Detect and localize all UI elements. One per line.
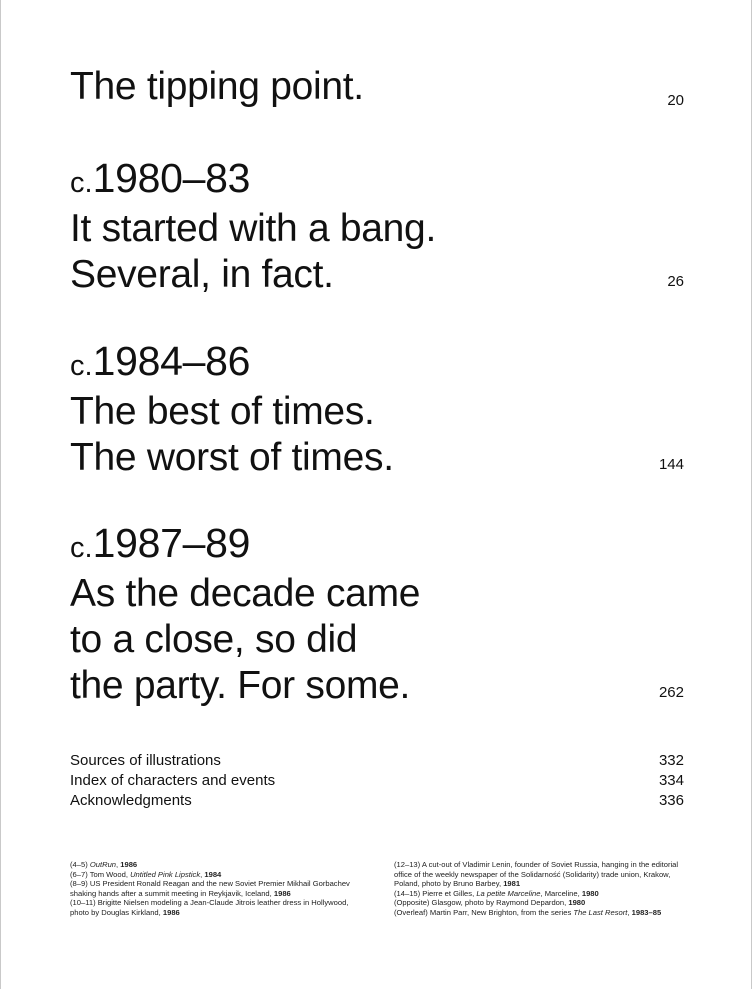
toc-entry-title <box>70 64 684 110</box>
caption-line: Poland, photo by Bruno Barbey, 1981 <box>394 879 521 888</box>
backmatter-list <box>70 751 684 811</box>
page-edge <box>0 0 1 989</box>
caption-line: (Overleaf) Martin Parr, New Brighton, from the series The Last Resort, 1983–85 <box>394 907 662 917</box>
toc-entry-1984-86 <box>70 338 684 480</box>
backmatter-page: 336 <box>658 792 684 809</box>
caption-line: (4–5) OutRun, 1986 <box>70 860 138 869</box>
caption-line: (10–11) Brigitte Nielsen modeling a Jean-Claude Jitrois leather dress in Hollywood, <box>70 898 349 907</box>
title-line: The tipping point. <box>70 65 364 108</box>
backmatter-label: Index of characters and events <box>70 772 276 789</box>
caption-line: (14–15) Pierre et Gilles, La petite Marceline, Marceline, 1980 <box>394 888 599 898</box>
period-heading <box>70 520 684 571</box>
picture-captions <box>70 860 684 917</box>
title-line: As the decade came <box>70 572 421 615</box>
circa-prefix: c. <box>70 532 93 564</box>
caption-line: (Opposite) Glasgow, photo by Raymond Depardon, 1980 <box>394 898 586 907</box>
toc-entry-1987-89 <box>70 520 684 708</box>
backmatter-label: Sources of illustrations <box>70 752 221 769</box>
backmatter-label: Acknowledgments <box>70 792 192 809</box>
circa-prefix: c. <box>70 350 93 382</box>
backmatter-item <box>70 791 684 811</box>
title-line: It started with a bang. <box>70 207 436 250</box>
page-number: 20 <box>667 92 684 109</box>
toc-entry-1980-83 <box>70 155 684 297</box>
backmatter-page: 332 <box>658 752 684 769</box>
toc-entry-title <box>70 389 684 481</box>
period-years: 1987–89 <box>92 520 251 566</box>
circa-prefix: c. <box>70 167 93 199</box>
title-line: The worst of times. <box>70 436 394 479</box>
caption-line: (8–9) US President Ronald Reagan and the new Soviet Premier Mikhail Gorbachev <box>70 879 350 888</box>
page-number: 262 <box>658 684 684 701</box>
caption-line: (12–13) A cut-out of Vladimir Lenin, founder of Soviet Russia, hanging in the editorial <box>394 860 679 869</box>
period-heading <box>70 338 684 389</box>
page-number: 144 <box>658 456 684 473</box>
title-line: Several, in fact. <box>70 253 334 296</box>
caption-line: office of the weekly newspaper of the Solidarność (Solidarity) trade union, Krakow, <box>394 869 671 879</box>
backmatter-item <box>70 771 684 791</box>
backmatter-item <box>70 751 684 771</box>
page-number: 26 <box>667 273 684 290</box>
caption-line: (6–7) Tom Wood, Untitled Pink Lipstick, 1984 <box>70 869 222 879</box>
toc-entry-title <box>70 206 684 298</box>
backmatter-page: 334 <box>658 772 684 789</box>
title-line: the party. For some. <box>70 664 411 707</box>
toc-entry-tipping-point <box>70 64 684 116</box>
title-line: to a close, so did <box>70 618 358 661</box>
period-years: 1984–86 <box>92 338 251 384</box>
period-years: 1980–83 <box>92 155 251 201</box>
caption-line: photo by Douglas Kirkland, 1986 <box>70 907 180 917</box>
caption-column-left <box>70 860 360 917</box>
toc-entry-title <box>70 571 684 709</box>
caption-column-right <box>394 860 684 917</box>
period-heading <box>70 155 684 206</box>
caption-line: shaking hands after a summit meeting in Reykjavik, Iceland, 1986 <box>70 888 291 898</box>
title-line: The best of times. <box>70 390 375 433</box>
